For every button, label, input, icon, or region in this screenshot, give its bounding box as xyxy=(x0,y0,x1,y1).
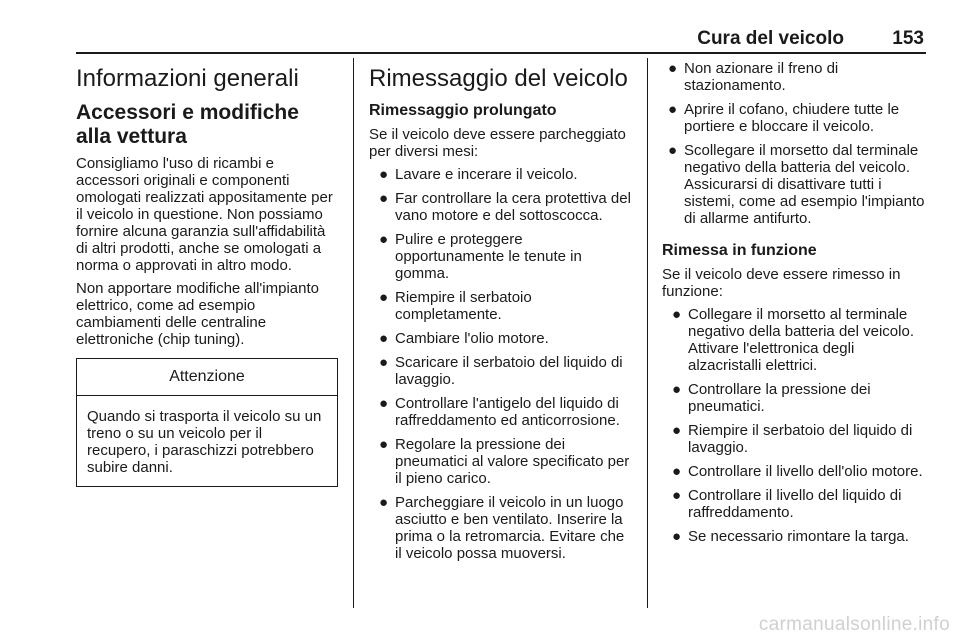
bullet-icon: ● xyxy=(379,494,389,511)
bullet-icon: ● xyxy=(672,528,682,545)
paragraph: Consigliamo l'uso di ricambi e accessori originali e componenti omologati realizzati appositamente per il veicolo in questione. Non possiamo fornire alcuna garanzia sull'affidabilità di altri prodotti, anche se omologati a norma o approvati in altro modo. xyxy=(76,155,333,274)
subsection-title-prolungato: Rimessaggio prolungato xyxy=(369,102,557,119)
column-2 xyxy=(369,60,633,569)
bullet-icon: ● xyxy=(379,330,389,347)
section-title-accessori: Accessori e modifiche alla vettura xyxy=(76,101,299,148)
list-item: ● Collegare il morsetto al terminale negativo della batteria del veicolo. Attivare l'elettronica degli alzacristalli elettrici. xyxy=(672,306,914,374)
list-item: ● Non azionare il freno di stazionamento. xyxy=(668,60,839,94)
bullet-icon: ● xyxy=(379,289,389,306)
bullet-icon: ● xyxy=(672,422,682,439)
bullet-icon: ● xyxy=(379,231,389,248)
paragraph: Non apportare modifiche all'impianto elettrico, come ad esempio cambiamenti delle centraline elettroniche (chip tuning). xyxy=(76,280,319,348)
bullet-icon: ● xyxy=(668,101,678,118)
section-title-rimessaggio: Rimessaggio del veicolo xyxy=(369,65,628,92)
list-item: ● Controllare l'antigelo del liquido di raffreddamento ed anticorrosione. xyxy=(379,395,620,429)
list-item: ● Cambiare l'olio motore. xyxy=(379,330,549,347)
bullet-icon: ● xyxy=(379,354,389,371)
column-3 xyxy=(662,60,926,552)
column-divider xyxy=(647,58,648,608)
column-divider xyxy=(353,58,354,608)
watermark: carmanualsonline.info xyxy=(758,614,950,635)
list-item: ● Controllare il livello del liquido di raffreddamento. xyxy=(672,487,902,521)
list-item: ● Parcheggiare il veicolo in un luogo asciutto e ben ventilato. Inserire la prima o la retromarcia. Evitare che il veicolo possa muoversi. xyxy=(379,494,625,562)
warning-note-body: Quando si trasporta il veicolo su un treno o su un veicolo per il recupero, i paraschizzi potrebbero subire danni. xyxy=(87,408,322,476)
storage-steps-list-continued xyxy=(662,60,926,227)
bullet-icon: ● xyxy=(379,190,389,207)
list-item: ● Scollegare il morsetto dal terminale negativo della batteria del veicolo. Assicurarsi di disattivare tutti i sistemi, come ad esempio l'impianto di allarme antifurto. xyxy=(668,142,925,227)
bullet-icon: ● xyxy=(672,306,682,323)
list-item: ● Controllare la pressione dei pneumatici. xyxy=(672,381,871,415)
intro-paragraph: Se il veicolo deve essere parcheggiato per diversi mesi: xyxy=(369,126,626,160)
page-header xyxy=(76,26,926,54)
bullet-icon: ● xyxy=(379,166,389,183)
bullet-icon: ● xyxy=(672,463,682,480)
bullet-icon: ● xyxy=(672,381,682,398)
bullet-icon: ● xyxy=(668,60,678,77)
list-item: ● Lavare e incerare il veicolo. xyxy=(379,166,578,183)
list-item: ● Se necessario rimontare la targa. xyxy=(672,528,909,545)
warning-note-title: Attenzione xyxy=(77,359,337,396)
recommissioning-steps-list xyxy=(662,306,926,545)
list-item: ● Scaricare il serbatoio del liquido di lavaggio. xyxy=(379,354,623,388)
bullet-icon: ● xyxy=(668,142,678,159)
warning-note xyxy=(76,358,338,487)
column-1 xyxy=(76,60,338,487)
list-item: ● Aprire il cofano, chiudere tutte le portiere e bloccare il veicolo. xyxy=(668,101,900,135)
list-item: ● Pulire e proteggere opportunamente le tenute in gomma. xyxy=(379,231,582,282)
list-item: ● Riempire il serbatoio completamente. xyxy=(379,289,532,323)
bullet-icon: ● xyxy=(379,395,389,412)
running-title: Cura del veicolo xyxy=(697,28,844,49)
subsection-title-rimessa: Rimessa in funzione xyxy=(662,242,817,259)
bullet-icon: ● xyxy=(672,487,682,504)
intro-paragraph: Se il veicolo deve essere rimesso in funzione: xyxy=(662,266,901,300)
page-number: 153 xyxy=(892,28,924,49)
page-title: Informazioni generali xyxy=(76,65,299,92)
list-item: ● Regolare la pressione dei pneumatici al valore specificato per il pieno carico. xyxy=(379,436,630,487)
list-item: ● Riempire il serbatoio del liquido di lavaggio. xyxy=(672,422,913,456)
list-item: ● Controllare il livello dell'olio motore. xyxy=(672,463,923,480)
storage-steps-list xyxy=(369,166,633,562)
list-item: ● Far controllare la cera protettiva del vano motore e del sottoscocca. xyxy=(379,190,631,224)
bullet-icon: ● xyxy=(379,436,389,453)
